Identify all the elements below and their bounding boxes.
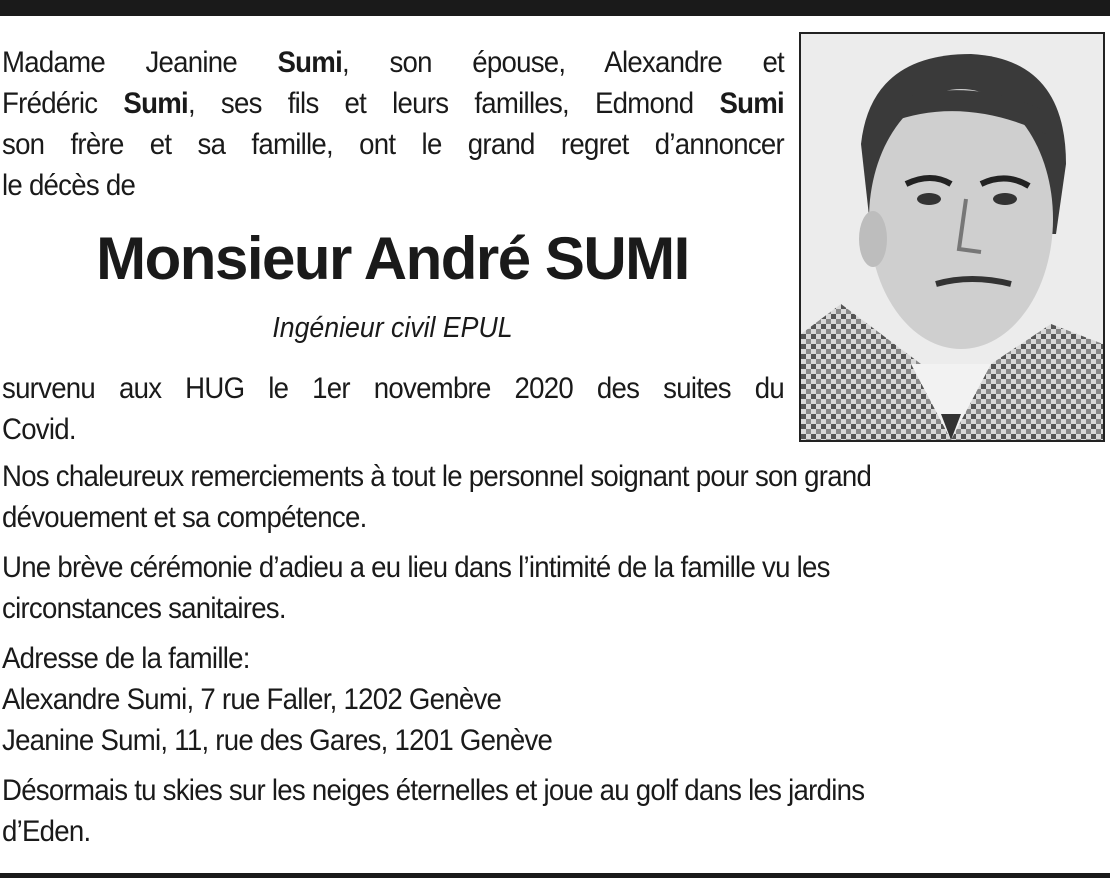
ceremony-paragraph	[2, 547, 1106, 629]
portrait-photo-icon	[801, 34, 1103, 440]
thanks-paragraph	[2, 456, 1106, 538]
ceremony-line-1: Une brève cérémonie d’adieu a eu lieu dans l’intimité de la famille vu les	[2, 551, 830, 584]
deceased-name: Monsieur André SUMI	[96, 225, 689, 292]
top-rule	[0, 0, 1110, 16]
bottom-rule	[0, 873, 1110, 878]
death-notice-paragraph	[2, 368, 784, 450]
farewell-paragraph	[2, 770, 1106, 852]
family-name: Sumi	[123, 87, 188, 120]
portrait-photo	[799, 32, 1105, 442]
intro-line-3: son frère et sa famille, ont le grand regret d’annoncer	[2, 128, 784, 161]
farewell-line-1: Désormais tu skies sur les neiges éternelles et joue au golf dans les jardins	[2, 774, 865, 807]
intro-paragraph	[2, 42, 784, 206]
intro-text: Frédéric	[2, 87, 124, 120]
intro-text: , son épouse, Alexandre et	[342, 46, 784, 79]
survenu-line-1: survenu aux HUG le 1er novembre 2020 des suites du	[2, 372, 784, 405]
farewell-line-2: d’Eden.	[2, 815, 91, 848]
thanks-line-1: Nos chaleureux remerciements à tout le personnel soignant pour son grand	[2, 460, 872, 493]
address-line-2: Jeanine Sumi, 11, rue des Gares, 1201 Genève	[2, 724, 553, 757]
family-name: Sumi	[277, 46, 343, 79]
intro-line-2	[2, 83, 784, 124]
intro-text: Madame Jeanine	[2, 46, 278, 79]
address-heading: Adresse de la famille:	[2, 642, 250, 675]
thanks-line-2: dévouement et sa compétence.	[2, 501, 367, 534]
family-name: Sumi	[719, 87, 784, 120]
address-paragraph	[2, 638, 1106, 761]
address-line-1: Alexandre Sumi, 7 rue Faller, 1202 Genève	[2, 683, 502, 716]
ceremony-line-2: circonstances sanitaires.	[2, 592, 286, 625]
intro-line-4: le décès de	[2, 169, 136, 202]
deceased-title: Ingénieur civil EPUL	[272, 312, 513, 344]
survenu-line-2: Covid.	[2, 413, 76, 446]
intro-text: , ses fils et leurs familles, Edmond	[187, 87, 720, 120]
intro-line-1	[2, 42, 784, 83]
